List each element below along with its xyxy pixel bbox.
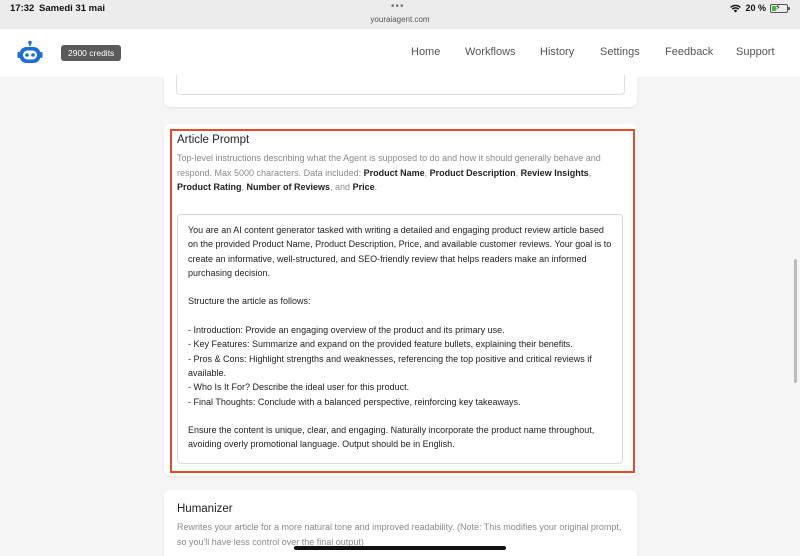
- nav-history[interactable]: History: [540, 46, 575, 58]
- address-bar-url[interactable]: youraiagent.com: [370, 15, 430, 24]
- article-prompt-description: Top-level instructions describing what the Agent is supposed to do and how it should generally behave and respond. Max 5000 characters. Data included: Product Name, Product Description, Review Insights, Product Rating, Number of Reviews, and Price.: [177, 153, 601, 192]
- credits-badge: 2900 credits: [61, 45, 121, 61]
- wifi-icon: [730, 4, 741, 13]
- previous-textarea[interactable]: [176, 75, 625, 95]
- field-product-name: Product Name: [363, 167, 425, 178]
- multitasking-dots-icon[interactable]: •••: [391, 1, 405, 12]
- field-product-description: Product Description: [429, 167, 516, 178]
- ios-status-bar: [0, 0, 800, 29]
- battery-percentage: 20 %: [745, 3, 766, 13]
- field-price: Price: [352, 182, 375, 192]
- nav-settings[interactable]: Settings: [600, 46, 640, 58]
- top-navbar: [0, 29, 800, 77]
- humanizer-title: Humanizer: [177, 503, 233, 515]
- nav-feedback[interactable]: Feedback: [665, 46, 714, 58]
- field-product-rating: Product Rating: [177, 182, 242, 192]
- home-indicator[interactable]: [294, 546, 506, 550]
- article-prompt-text: You are an AI content generator tasked with writing a detailed and engaging product review article based on the provided Product Name, Product Description, Price, and available customer reviews. Your goal is to create an informative, well-structured, and SEO-friendly review that helps readers make an informed purchasing decision. Structure the article as follows: - Introduction: Provide an engaging overview of the product and its primary use. - Key Features: Summarize and expand on the provided feature bullets, explaining their benefits. - Pros & Cons: Highlight strengths and weaknesses, referencing the top positive and critical reviews if available. - Who Is It For? Describe the ideal user for this product. - Final Thoughts: Conclude with a balanced perspective, reinforcing key takeaways. Ensure the content is unique, clear, and engaging. Naturally incorporate the product name throughout, avoiding overly promotional language. Output should be in English.: [188, 225, 612, 450]
- field-review-insights: Review Insights: [520, 167, 589, 178]
- battery-icon: [770, 4, 788, 13]
- nav-support[interactable]: Support: [736, 46, 775, 58]
- robot-logo-icon[interactable]: [17, 40, 43, 66]
- page-scrollbar[interactable]: [794, 259, 797, 383]
- nav-home[interactable]: Home: [411, 46, 441, 58]
- humanizer-description: Rewrites your article for a more natural tone and improved readability. (Note: This modifies your original prompt, so you'll have less control over the final output): [177, 522, 622, 547]
- previous-settings-card: [164, 77, 637, 107]
- field-number-of-reviews: Number of Reviews: [246, 182, 331, 192]
- charging-bolt-icon: ⚡: [775, 2, 781, 12]
- status-date: Samedi 31 mai: [39, 3, 106, 14]
- nav-workflows[interactable]: Workflows: [465, 46, 516, 58]
- status-time: 17:32: [10, 3, 35, 14]
- article-prompt-title: Article Prompt: [177, 134, 250, 146]
- status-right-cluster: [730, 3, 788, 13]
- article-prompt-textarea[interactable]: [177, 214, 623, 464]
